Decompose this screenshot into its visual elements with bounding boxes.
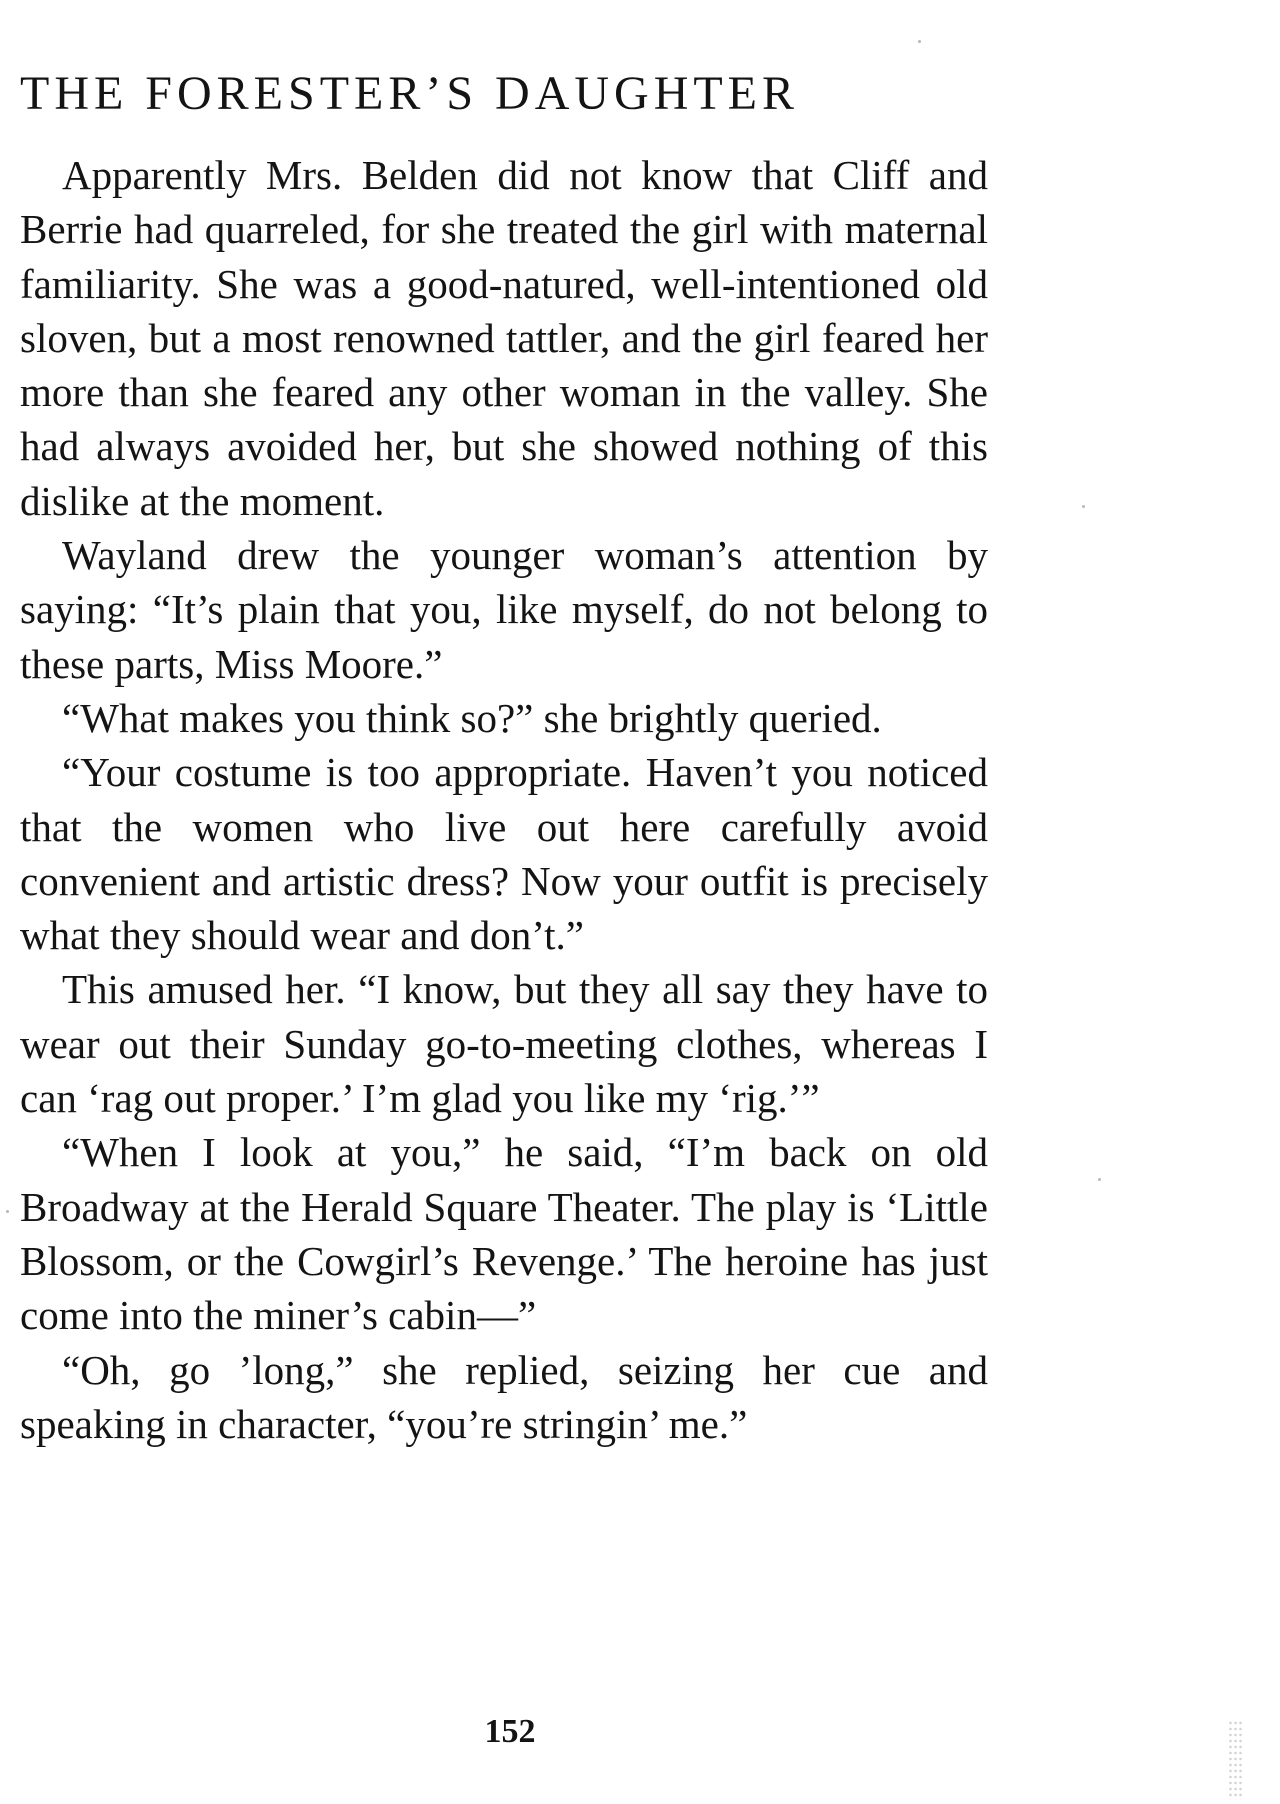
paper-speck — [6, 1210, 9, 1213]
paragraph: “When I look at you,” he said, “I’m back on old Broadway at the Herald Square Theater. The play is ‘Little Blossom, or the Cowgirl’s Revenge.’ The heroine has just come into the miner’s cabin—” — [20, 1129, 988, 1339]
page-number: 152 — [484, 1713, 536, 1750]
paper-speck — [918, 40, 921, 43]
paragraph: Apparently Mrs. Belden did not know that Cliff and Berrie had quarreled, for she treated the girl with maternal familiarity. She was a good-natured, well-intentioned old sloven, but a most renowned tattler, and the girl feared her more than she feared any other woman in the valley. She had always avoided her, but she showed nothing of this dislike at the moment. — [20, 152, 988, 524]
paragraph: “What makes you think so?” she brightly queried. — [62, 694, 882, 741]
running-head: THE FORESTER’S DAUGHTER — [20, 67, 800, 120]
paragraph: “Your costume is too appropriate. Haven’t you noticed that the women who live out here carefully avoid convenient and artistic dress? Now your outfit is precisely what they should wear and don’t.” — [20, 749, 988, 959]
body-text — [20, 148, 988, 1451]
paragraph: “Oh, go ’long,” she replied, seizing her cue and speaking in character, “you’re stringin’ me.” — [20, 1346, 988, 1447]
scan-edge-texture — [1228, 1720, 1242, 1800]
paragraph: This amused her. “I know, but they all say they have to wear out their Sunday go-to-meeting clothes, whereas I can ‘rag out proper.’ I’m glad you like my ‘rig.’” — [20, 966, 988, 1122]
paper-speck — [1082, 505, 1085, 508]
paper-speck — [1098, 1178, 1101, 1181]
paragraph: Wayland drew the younger woman’s attention by saying: “It’s plain that you, like myself, do not belong to these parts, Miss Moore.” — [20, 532, 988, 687]
